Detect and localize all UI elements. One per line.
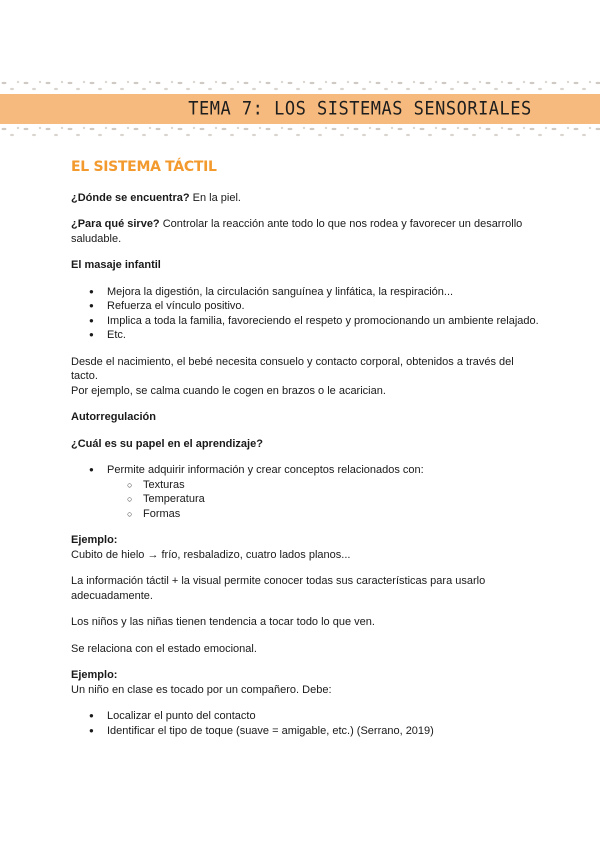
- title-banner: [0, 94, 600, 124]
- page-title: TEMA 7: LOS SISTEMAS SENSORIALES: [188, 98, 532, 120]
- document-body: [71, 160, 541, 750]
- list-item: ● Localizar el punto del contacto: [107, 709, 541, 724]
- purpose-answer: Controlar la reacción ante todo lo que nos rodea y favorecer un desarrollo saludable.: [71, 218, 523, 245]
- list-item: ● Mejora la digestión, la circulación sanguínea y linfática, la respiración...: [107, 285, 541, 300]
- birth-paragraph: [71, 355, 541, 399]
- example-1-text: Cubito de hielo → frío, resbaladizo, cuatro lados planos...: [71, 548, 351, 561]
- purpose-question: ¿Para qué sirve?: [71, 218, 160, 230]
- sublist-item: ○ Formas: [143, 507, 541, 522]
- autorregulacion-heading: Autorregulación: [71, 411, 156, 423]
- info-paragraph: La información táctil + la visual permite conocer todas sus características para usarlo adecuadamente.: [71, 575, 486, 602]
- list-item: ● Implica a toda la familia, favoreciendo el respeto y promocionando un ambiente relajado.: [107, 314, 541, 329]
- children-paragraph: Los niños y las niñas tienen tendencia a tocar todo lo que ven.: [71, 616, 375, 628]
- massage-heading: El masaje infantil: [71, 259, 161, 271]
- example-1: [71, 533, 541, 562]
- massage-list: [71, 285, 541, 343]
- section-title: EL SISTEMA TÁCTIL: [71, 159, 217, 175]
- birth-line-1: Desde el nacimiento, el bebé necesita consuelo y contacto corporal, obtenidos a través del tacto.: [71, 355, 514, 382]
- learning-question: ¿Cuál es su papel en el aprendizaje?: [71, 437, 263, 450]
- purpose-paragraph: [71, 217, 541, 246]
- example-2: [71, 668, 541, 697]
- emotion-paragraph: Se relaciona con el estado emocional.: [71, 642, 257, 655]
- where-answer: En la piel.: [189, 191, 241, 204]
- where-question: ¿Dónde se encuentra?: [71, 191, 190, 204]
- learning-sublist: [107, 478, 541, 522]
- decorative-pattern-top: [0, 78, 600, 94]
- sublist-item: ○ Temperatura: [143, 492, 541, 507]
- decorative-pattern-bottom: [0, 124, 600, 140]
- birth-line-2: Por ejemplo, se calma cuando le cogen en brazos o le acarician.: [71, 384, 386, 397]
- example-2-label: Ejemplo:: [71, 669, 118, 681]
- example-1-label: Ejemplo:: [71, 534, 118, 546]
- example-2-list: [71, 709, 541, 738]
- list-item: [107, 463, 541, 521]
- learning-item-text: Permite adquirir información y crear conceptos relacionados con:: [107, 464, 424, 476]
- where-paragraph: [71, 191, 541, 206]
- list-item: ● Etc.: [107, 328, 541, 343]
- list-item: ● Identificar el tipo de toque (suave = amigable, etc.) (Serrano, 2019): [107, 724, 541, 739]
- sublist-item: ○ Texturas: [143, 478, 541, 493]
- learning-list: [71, 463, 541, 521]
- list-item: ● Refuerza el vínculo positivo.: [107, 299, 541, 314]
- example-2-text: Un niño en clase es tocado por un compañero. Debe:: [71, 683, 332, 696]
